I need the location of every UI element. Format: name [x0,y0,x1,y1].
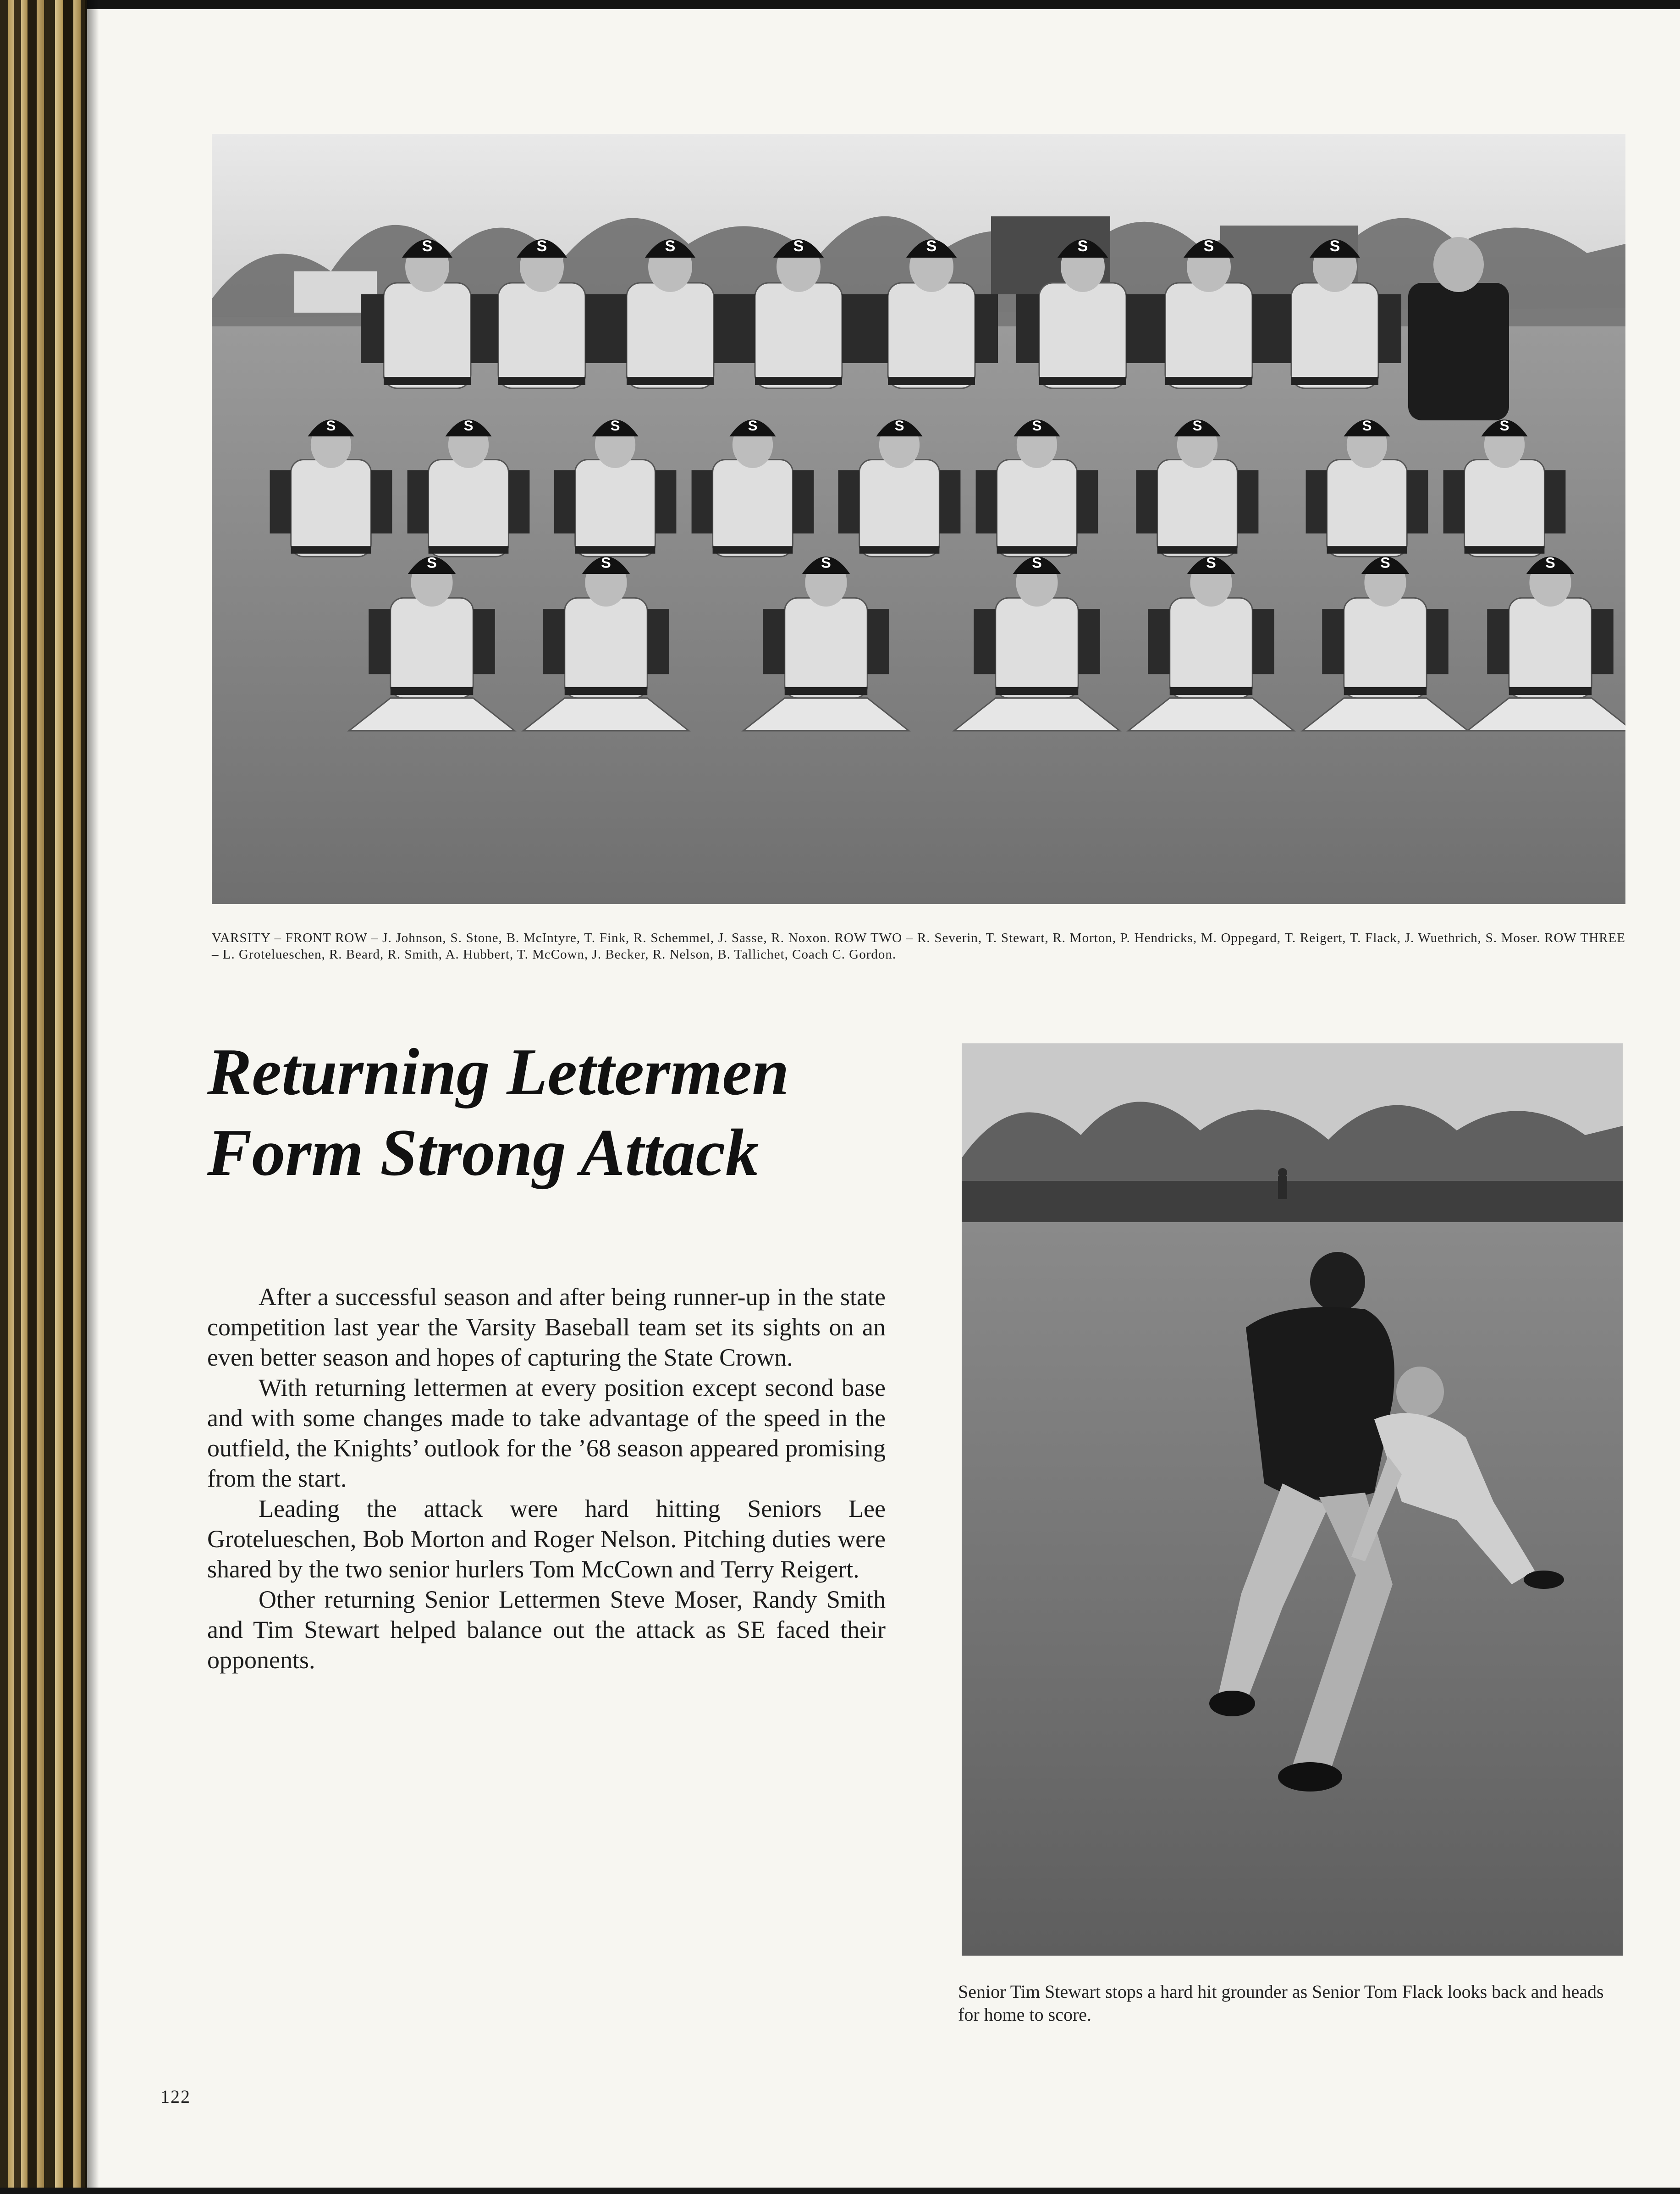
article-headline [207,1031,918,1193]
cap-letter: S [536,237,547,255]
cap-letter: S [1032,418,1042,434]
book-binding [0,0,87,2194]
action-photo-image [962,1043,1623,1956]
cap-letter: S [793,237,804,255]
cap-letter: S [1545,554,1555,571]
paragraph: With returning lettermen at every position except second base and with some changes made to take advantage of the speed in the outfield, the Knights’ outlook for the ’68 season appeared promising from the start. [207,1374,886,1492]
team-photo-image [212,134,1625,904]
team-photo-caption: VARSITY – FRONT ROW – J. Johnson, S. Stone, B. McIntyre, T. Fink, R. Schemmel, J. Sasse, R. Noxon. ROW TWO – R. Severin, T. Stewart, R. Morton, P. Hendricks, M. Oppegard, T. Reigert, T. Flack, J. Wuethrich, S. Moser. ROW THREE – L. Grotelueschen, R. Beard, R. Smith, A. Hubbert, T. McCown, J. Becker, R. Nelson, B. Tallichet, Coach C. Gordon. [212,931,1625,962]
cap-letter: S [1077,237,1088,255]
cap-letter: S [601,554,611,571]
paragraph: Leading the attack were hard hitting Seniors Lee Grotelueschen, Bob Morton and Roger Nelson. Pitching duties were shared by the two senior hurlers Tom McCown and Terry Reigert. [207,1495,886,1583]
binding-shadow [85,0,99,2194]
cap-letter: S [926,237,937,255]
cap-letter: S [463,418,474,434]
cap-letter: S [610,418,620,434]
cap-letter: S [427,554,437,571]
cap-letter: S [1329,237,1340,255]
cap-letter: S [1203,237,1214,255]
page-top-edge [0,0,1680,9]
page-bottom-edge [0,2188,1680,2194]
cap-letter: S [1380,554,1390,571]
cap-letter: S [665,237,676,255]
page-number: 122 [160,2086,191,2107]
action-photo [962,1043,1623,1956]
paragraph: Other returning Senior Lettermen Steve Moser, Randy Smith and Tim Stewart helped balance out the attack as SE faced their opponents. [207,1586,886,1674]
paragraph: After a successful season and after being runner-up in the state competition last year the Varsity Baseball team set its sights on an even better season and hopes of capturing the State Crown. [207,1283,886,1371]
cap-letter: S [821,554,831,571]
article-body [207,1282,886,1675]
cap-letter: S [1499,418,1509,434]
headline-line-1: Returning Lettermen [207,1035,789,1109]
cap-letter: S [894,418,904,434]
cap-letter: S [326,418,336,434]
cap-letter: S [1192,418,1202,434]
cap-letter: S [748,418,758,434]
headline-line-2: Form Strong Attack [207,1115,759,1190]
action-photo-caption: Senior Tim Stewart stops a hard hit grounder as Senior Tom Flack looks back and heads for home to score. [958,1981,1604,2025]
cap-letter: S [1206,554,1216,571]
varsity-team-photo [212,134,1625,904]
cap-letter: S [1032,554,1042,571]
cap-letter: S [422,237,433,255]
cap-letter: S [1362,418,1372,434]
